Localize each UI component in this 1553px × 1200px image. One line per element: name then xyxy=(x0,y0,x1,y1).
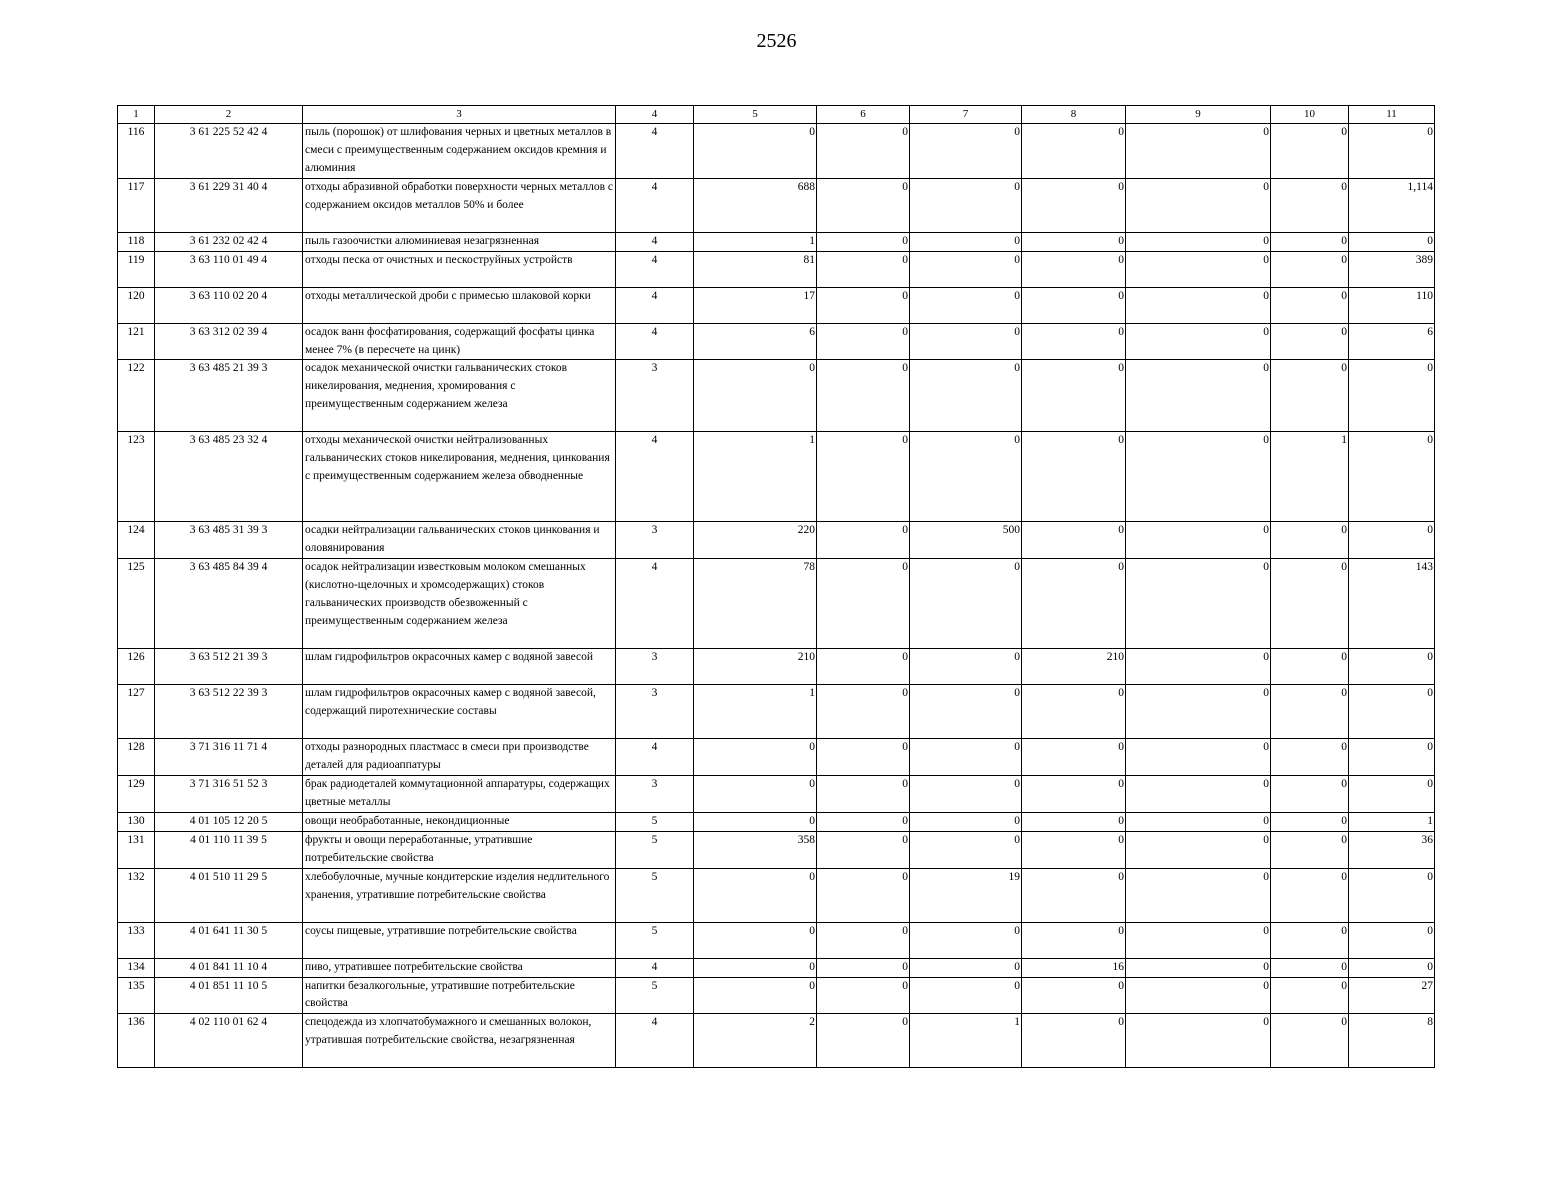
waste-code-cell: 3 63 485 84 39 4 xyxy=(155,559,303,649)
value-cell: 0 xyxy=(817,685,910,739)
waste-name-cell: соусы пищевые, утратившие потребительские свойства xyxy=(303,922,616,958)
waste-code-cell: 3 71 316 51 52 3 xyxy=(155,776,303,813)
table-row xyxy=(118,649,1435,685)
value-cell: 0 xyxy=(1022,922,1126,958)
value-cell: 0 xyxy=(1349,124,1435,179)
value-cell: 0 xyxy=(910,776,1022,813)
value-cell: 0 xyxy=(817,739,910,776)
waste-name-cell: отходы металлической дроби с примесью шлаковой корки xyxy=(303,287,616,323)
row-number-cell: 134 xyxy=(118,958,155,977)
value-cell: 0 xyxy=(1022,559,1126,649)
hazard-class-cell: 4 xyxy=(616,124,694,179)
value-cell: 0 xyxy=(1022,287,1126,323)
waste-name-cell: пиво, утратившее потребительские свойства xyxy=(303,958,616,977)
value-cell: 0 xyxy=(910,178,1022,232)
column-header: 3 xyxy=(303,106,616,124)
value-cell: 389 xyxy=(1349,251,1435,287)
value-cell: 0 xyxy=(910,649,1022,685)
table-row xyxy=(118,522,1435,559)
value-cell: 0 xyxy=(910,977,1022,1014)
value-cell: 17 xyxy=(694,287,817,323)
hazard-class-cell: 5 xyxy=(616,831,694,868)
value-cell: 0 xyxy=(1271,1014,1349,1068)
value-cell: 0 xyxy=(817,977,910,1014)
value-cell: 0 xyxy=(1022,178,1126,232)
waste-name-cell: фрукты и овощи переработанные, утратившие потребительские свойства xyxy=(303,831,616,868)
value-cell: 0 xyxy=(694,977,817,1014)
column-header: 10 xyxy=(1271,106,1349,124)
row-number-cell: 117 xyxy=(118,178,155,232)
row-number-cell: 130 xyxy=(118,812,155,831)
table-row xyxy=(118,232,1435,251)
value-cell: 0 xyxy=(817,649,910,685)
value-cell: 0 xyxy=(1022,522,1126,559)
value-cell: 0 xyxy=(817,178,910,232)
waste-table xyxy=(117,105,1435,1068)
value-cell: 0 xyxy=(910,685,1022,739)
value-cell: 0 xyxy=(817,776,910,813)
value-cell: 0 xyxy=(1271,685,1349,739)
value-cell: 0 xyxy=(817,958,910,977)
row-number-cell: 119 xyxy=(118,251,155,287)
waste-name-cell: осадок ванн фосфатирования, содержащий фосфаты цинка менее 7% (в пересчете на цинк) xyxy=(303,323,616,360)
value-cell: 500 xyxy=(910,522,1022,559)
value-cell: 0 xyxy=(1271,958,1349,977)
hazard-class-cell: 4 xyxy=(616,432,694,522)
hazard-class-cell: 4 xyxy=(616,251,694,287)
page-number: 2526 xyxy=(756,30,797,52)
value-cell: 0 xyxy=(1022,868,1126,922)
value-cell: 0 xyxy=(1126,739,1271,776)
table-row xyxy=(118,323,1435,360)
value-cell: 0 xyxy=(1349,360,1435,432)
waste-code-cell: 4 01 110 11 39 5 xyxy=(155,831,303,868)
waste-code-cell: 3 61 225 52 42 4 xyxy=(155,124,303,179)
value-cell: 16 xyxy=(1022,958,1126,977)
value-cell: 0 xyxy=(910,559,1022,649)
value-cell: 0 xyxy=(1126,812,1271,831)
table-row xyxy=(118,868,1435,922)
value-cell: 0 xyxy=(1271,360,1349,432)
value-cell: 0 xyxy=(817,831,910,868)
value-cell: 0 xyxy=(1271,922,1349,958)
value-cell: 0 xyxy=(817,360,910,432)
row-number-cell: 135 xyxy=(118,977,155,1014)
waste-name-cell: овощи необработанные, некондиционные xyxy=(303,812,616,831)
column-header: 5 xyxy=(694,106,817,124)
column-header: 11 xyxy=(1349,106,1435,124)
hazard-class-cell: 4 xyxy=(616,739,694,776)
value-cell: 0 xyxy=(1349,958,1435,977)
value-cell: 0 xyxy=(817,522,910,559)
waste-name-cell: отходы абразивной обработки поверхности черных металлов с содержанием оксидов металлов 50% и более xyxy=(303,178,616,232)
table-header-row xyxy=(118,106,1435,124)
row-number-cell: 129 xyxy=(118,776,155,813)
value-cell: 0 xyxy=(1126,649,1271,685)
table-row xyxy=(118,685,1435,739)
waste-name-cell: осадок механической очистки гальванических стоков никелирования, меднения, хромирования с преимущественным содержанием железа xyxy=(303,360,616,432)
table-row xyxy=(118,559,1435,649)
waste-name-cell: напитки безалкогольные, утратившие потребительские свойства xyxy=(303,977,616,1014)
table-row xyxy=(118,958,1435,977)
value-cell: 0 xyxy=(1271,287,1349,323)
row-number-cell: 116 xyxy=(118,124,155,179)
table-row xyxy=(118,287,1435,323)
value-cell: 210 xyxy=(1022,649,1126,685)
value-cell: 0 xyxy=(1022,685,1126,739)
waste-code-cell: 3 63 485 31 39 3 xyxy=(155,522,303,559)
value-cell: 0 xyxy=(694,776,817,813)
waste-name-cell: брак радиодеталей коммутационной аппаратуры, содержащих цветные металлы xyxy=(303,776,616,813)
value-cell: 0 xyxy=(1126,124,1271,179)
value-cell: 0 xyxy=(694,868,817,922)
value-cell: 27 xyxy=(1349,977,1435,1014)
row-number-cell: 120 xyxy=(118,287,155,323)
value-cell: 0 xyxy=(694,958,817,977)
value-cell: 0 xyxy=(1126,977,1271,1014)
value-cell: 0 xyxy=(910,739,1022,776)
row-number-cell: 126 xyxy=(118,649,155,685)
value-cell: 0 xyxy=(1349,685,1435,739)
table-row xyxy=(118,776,1435,813)
row-number-cell: 118 xyxy=(118,232,155,251)
hazard-class-cell: 4 xyxy=(616,323,694,360)
row-number-cell: 127 xyxy=(118,685,155,739)
value-cell: 210 xyxy=(694,649,817,685)
table-row xyxy=(118,812,1435,831)
waste-code-cell: 3 61 232 02 42 4 xyxy=(155,232,303,251)
value-cell: 1 xyxy=(910,1014,1022,1068)
value-cell: 0 xyxy=(817,124,910,179)
hazard-class-cell: 4 xyxy=(616,232,694,251)
value-cell: 8 xyxy=(1349,1014,1435,1068)
waste-code-cell: 4 01 841 11 10 4 xyxy=(155,958,303,977)
hazard-class-cell: 5 xyxy=(616,868,694,922)
hazard-class-cell: 4 xyxy=(616,1014,694,1068)
value-cell: 0 xyxy=(1271,649,1349,685)
hazard-class-cell: 5 xyxy=(616,922,694,958)
value-cell: 0 xyxy=(817,812,910,831)
hazard-class-cell: 3 xyxy=(616,522,694,559)
value-cell: 0 xyxy=(1022,323,1126,360)
value-cell: 0 xyxy=(1126,559,1271,649)
waste-name-cell: осадок нейтрализации известковым молоком смешанных (кислотно-щелочных и хромсодержащих) стоков гальванических производств обезвоженный с преимущественным содержанием железа xyxy=(303,559,616,649)
waste-code-cell: 3 63 512 22 39 3 xyxy=(155,685,303,739)
value-cell: 0 xyxy=(1022,432,1126,522)
table-row xyxy=(118,1014,1435,1068)
row-number-cell: 123 xyxy=(118,432,155,522)
value-cell: 358 xyxy=(694,831,817,868)
value-cell: 220 xyxy=(694,522,817,559)
value-cell: 0 xyxy=(1271,776,1349,813)
hazard-class-cell: 3 xyxy=(616,649,694,685)
value-cell: 0 xyxy=(817,251,910,287)
value-cell: 0 xyxy=(1022,124,1126,179)
value-cell: 0 xyxy=(817,922,910,958)
value-cell: 0 xyxy=(817,323,910,360)
value-cell: 0 xyxy=(1271,178,1349,232)
waste-name-cell: отходы механической очистки нейтрализованных гальванических стоков никелирования, меднения, цинкования с преимущественным содержанием железа обводненные xyxy=(303,432,616,522)
table-row xyxy=(118,124,1435,179)
row-number-cell: 125 xyxy=(118,559,155,649)
row-number-cell: 136 xyxy=(118,1014,155,1068)
waste-name-cell: осадки нейтрализации гальванических стоков цинкования и оловянирования xyxy=(303,522,616,559)
value-cell: 0 xyxy=(1126,522,1271,559)
waste-code-cell: 3 63 110 02 20 4 xyxy=(155,287,303,323)
waste-code-cell: 3 63 312 02 39 4 xyxy=(155,323,303,360)
value-cell: 1 xyxy=(694,432,817,522)
column-header: 9 xyxy=(1126,106,1271,124)
table-row xyxy=(118,831,1435,868)
value-cell: 0 xyxy=(817,1014,910,1068)
value-cell: 0 xyxy=(1271,831,1349,868)
value-cell: 0 xyxy=(910,432,1022,522)
value-cell: 0 xyxy=(1349,776,1435,813)
value-cell: 0 xyxy=(1022,739,1126,776)
value-cell: 0 xyxy=(910,323,1022,360)
value-cell: 1 xyxy=(694,232,817,251)
value-cell: 0 xyxy=(1126,251,1271,287)
waste-name-cell: отходы песка от очистных и пескоструйных устройств xyxy=(303,251,616,287)
waste-code-cell: 3 61 229 31 40 4 xyxy=(155,178,303,232)
table-row xyxy=(118,739,1435,776)
waste-name-cell: спецодежда из хлопчатобумажного и смешанных волокон, утратившая потребительские свойства, незагрязненная xyxy=(303,1014,616,1068)
waste-code-cell: 3 63 110 01 49 4 xyxy=(155,251,303,287)
value-cell: 0 xyxy=(1126,323,1271,360)
value-cell: 0 xyxy=(1126,868,1271,922)
value-cell: 0 xyxy=(1022,977,1126,1014)
value-cell: 0 xyxy=(1126,922,1271,958)
waste-code-cell: 4 02 110 01 62 4 xyxy=(155,1014,303,1068)
hazard-class-cell: 5 xyxy=(616,977,694,1014)
value-cell: 0 xyxy=(1349,922,1435,958)
waste-code-cell: 3 63 485 21 39 3 xyxy=(155,360,303,432)
waste-code-cell: 4 01 851 11 10 5 xyxy=(155,977,303,1014)
hazard-class-cell: 4 xyxy=(616,559,694,649)
column-header: 4 xyxy=(616,106,694,124)
column-header: 8 xyxy=(1022,106,1126,124)
value-cell: 0 xyxy=(1271,868,1349,922)
table-row xyxy=(118,922,1435,958)
value-cell: 1,114 xyxy=(1349,178,1435,232)
hazard-class-cell: 3 xyxy=(616,360,694,432)
value-cell: 0 xyxy=(817,559,910,649)
value-cell: 0 xyxy=(1022,831,1126,868)
value-cell: 1 xyxy=(694,685,817,739)
row-number-cell: 124 xyxy=(118,522,155,559)
waste-name-cell: пыль (порошок) от шлифования черных и цветных металлов в смеси с преимущественным содержанием оксидов кремния и алюминия xyxy=(303,124,616,179)
value-cell: 0 xyxy=(1126,776,1271,813)
table-row xyxy=(118,251,1435,287)
value-cell: 0 xyxy=(1271,323,1349,360)
value-cell: 0 xyxy=(910,831,1022,868)
value-cell: 0 xyxy=(1126,360,1271,432)
hazard-class-cell: 3 xyxy=(616,776,694,813)
value-cell: 688 xyxy=(694,178,817,232)
value-cell: 0 xyxy=(694,360,817,432)
waste-name-cell: пыль газоочистки алюминиевая незагрязненная xyxy=(303,232,616,251)
row-number-cell: 131 xyxy=(118,831,155,868)
waste-code-cell: 4 01 105 12 20 5 xyxy=(155,812,303,831)
hazard-class-cell: 4 xyxy=(616,287,694,323)
value-cell: 0 xyxy=(1126,287,1271,323)
column-header: 1 xyxy=(118,106,155,124)
value-cell: 0 xyxy=(1349,868,1435,922)
value-cell: 0 xyxy=(1126,958,1271,977)
value-cell: 6 xyxy=(1349,323,1435,360)
value-cell: 0 xyxy=(1022,1014,1126,1068)
value-cell: 0 xyxy=(910,287,1022,323)
value-cell: 6 xyxy=(694,323,817,360)
column-header: 6 xyxy=(817,106,910,124)
waste-name-cell: шлам гидрофильтров окрасочных камер с водяной завесой xyxy=(303,649,616,685)
value-cell: 0 xyxy=(910,232,1022,251)
waste-code-cell: 3 63 512 21 39 3 xyxy=(155,649,303,685)
value-cell: 2 xyxy=(694,1014,817,1068)
value-cell: 0 xyxy=(1022,232,1126,251)
value-cell: 0 xyxy=(910,958,1022,977)
value-cell: 0 xyxy=(694,739,817,776)
value-cell: 0 xyxy=(910,360,1022,432)
value-cell: 0 xyxy=(1126,831,1271,868)
value-cell: 0 xyxy=(1271,977,1349,1014)
value-cell: 0 xyxy=(1271,251,1349,287)
value-cell: 110 xyxy=(1349,287,1435,323)
value-cell: 0 xyxy=(1022,251,1126,287)
value-cell: 0 xyxy=(1349,649,1435,685)
waste-name-cell: хлебобулочные, мучные кондитерские изделия недлительного хранения, утратившие потребительские свойства xyxy=(303,868,616,922)
value-cell: 0 xyxy=(1022,776,1126,813)
waste-code-cell: 3 63 485 23 32 4 xyxy=(155,432,303,522)
waste-name-cell: шлам гидрофильтров окрасочных камер с водяной завесой, содержащий пиротехнические составы xyxy=(303,685,616,739)
row-number-cell: 121 xyxy=(118,323,155,360)
hazard-class-cell: 3 xyxy=(616,685,694,739)
value-cell: 0 xyxy=(817,287,910,323)
hazard-class-cell: 4 xyxy=(616,958,694,977)
value-cell: 0 xyxy=(817,868,910,922)
row-number-cell: 122 xyxy=(118,360,155,432)
value-cell: 36 xyxy=(1349,831,1435,868)
value-cell: 0 xyxy=(694,124,817,179)
value-cell: 0 xyxy=(910,251,1022,287)
value-cell: 143 xyxy=(1349,559,1435,649)
value-cell: 0 xyxy=(1022,360,1126,432)
value-cell: 0 xyxy=(1271,739,1349,776)
value-cell: 19 xyxy=(910,868,1022,922)
value-cell: 0 xyxy=(694,922,817,958)
row-number-cell: 128 xyxy=(118,739,155,776)
waste-name-cell: отходы разнородных пластмасс в смеси при производстве деталей для радиоаппатуры xyxy=(303,739,616,776)
value-cell: 0 xyxy=(1271,124,1349,179)
value-cell: 0 xyxy=(817,232,910,251)
value-cell: 0 xyxy=(1349,522,1435,559)
value-cell: 0 xyxy=(1349,432,1435,522)
value-cell: 0 xyxy=(694,812,817,831)
value-cell: 0 xyxy=(817,432,910,522)
column-header: 2 xyxy=(155,106,303,124)
value-cell: 0 xyxy=(1349,739,1435,776)
value-cell: 0 xyxy=(910,124,1022,179)
value-cell: 0 xyxy=(1126,178,1271,232)
value-cell: 0 xyxy=(1271,522,1349,559)
value-cell: 0 xyxy=(1271,232,1349,251)
hazard-class-cell: 5 xyxy=(616,812,694,831)
waste-code-cell: 3 71 316 11 71 4 xyxy=(155,739,303,776)
value-cell: 0 xyxy=(910,922,1022,958)
row-number-cell: 132 xyxy=(118,868,155,922)
value-cell: 78 xyxy=(694,559,817,649)
table-row xyxy=(118,360,1435,432)
column-header: 7 xyxy=(910,106,1022,124)
waste-code-cell: 4 01 641 11 30 5 xyxy=(155,922,303,958)
value-cell: 0 xyxy=(910,812,1022,831)
waste-code-cell: 4 01 510 11 29 5 xyxy=(155,868,303,922)
table-row xyxy=(118,178,1435,232)
value-cell: 0 xyxy=(1349,232,1435,251)
value-cell: 1 xyxy=(1349,812,1435,831)
value-cell: 0 xyxy=(1271,559,1349,649)
value-cell: 0 xyxy=(1126,432,1271,522)
value-cell: 81 xyxy=(694,251,817,287)
table-row xyxy=(118,977,1435,1014)
table-row xyxy=(118,432,1435,522)
value-cell: 0 xyxy=(1126,232,1271,251)
value-cell: 1 xyxy=(1271,432,1349,522)
row-number-cell: 133 xyxy=(118,922,155,958)
value-cell: 0 xyxy=(1022,812,1126,831)
hazard-class-cell: 4 xyxy=(616,178,694,232)
value-cell: 0 xyxy=(1126,1014,1271,1068)
value-cell: 0 xyxy=(1126,685,1271,739)
value-cell: 0 xyxy=(1271,812,1349,831)
